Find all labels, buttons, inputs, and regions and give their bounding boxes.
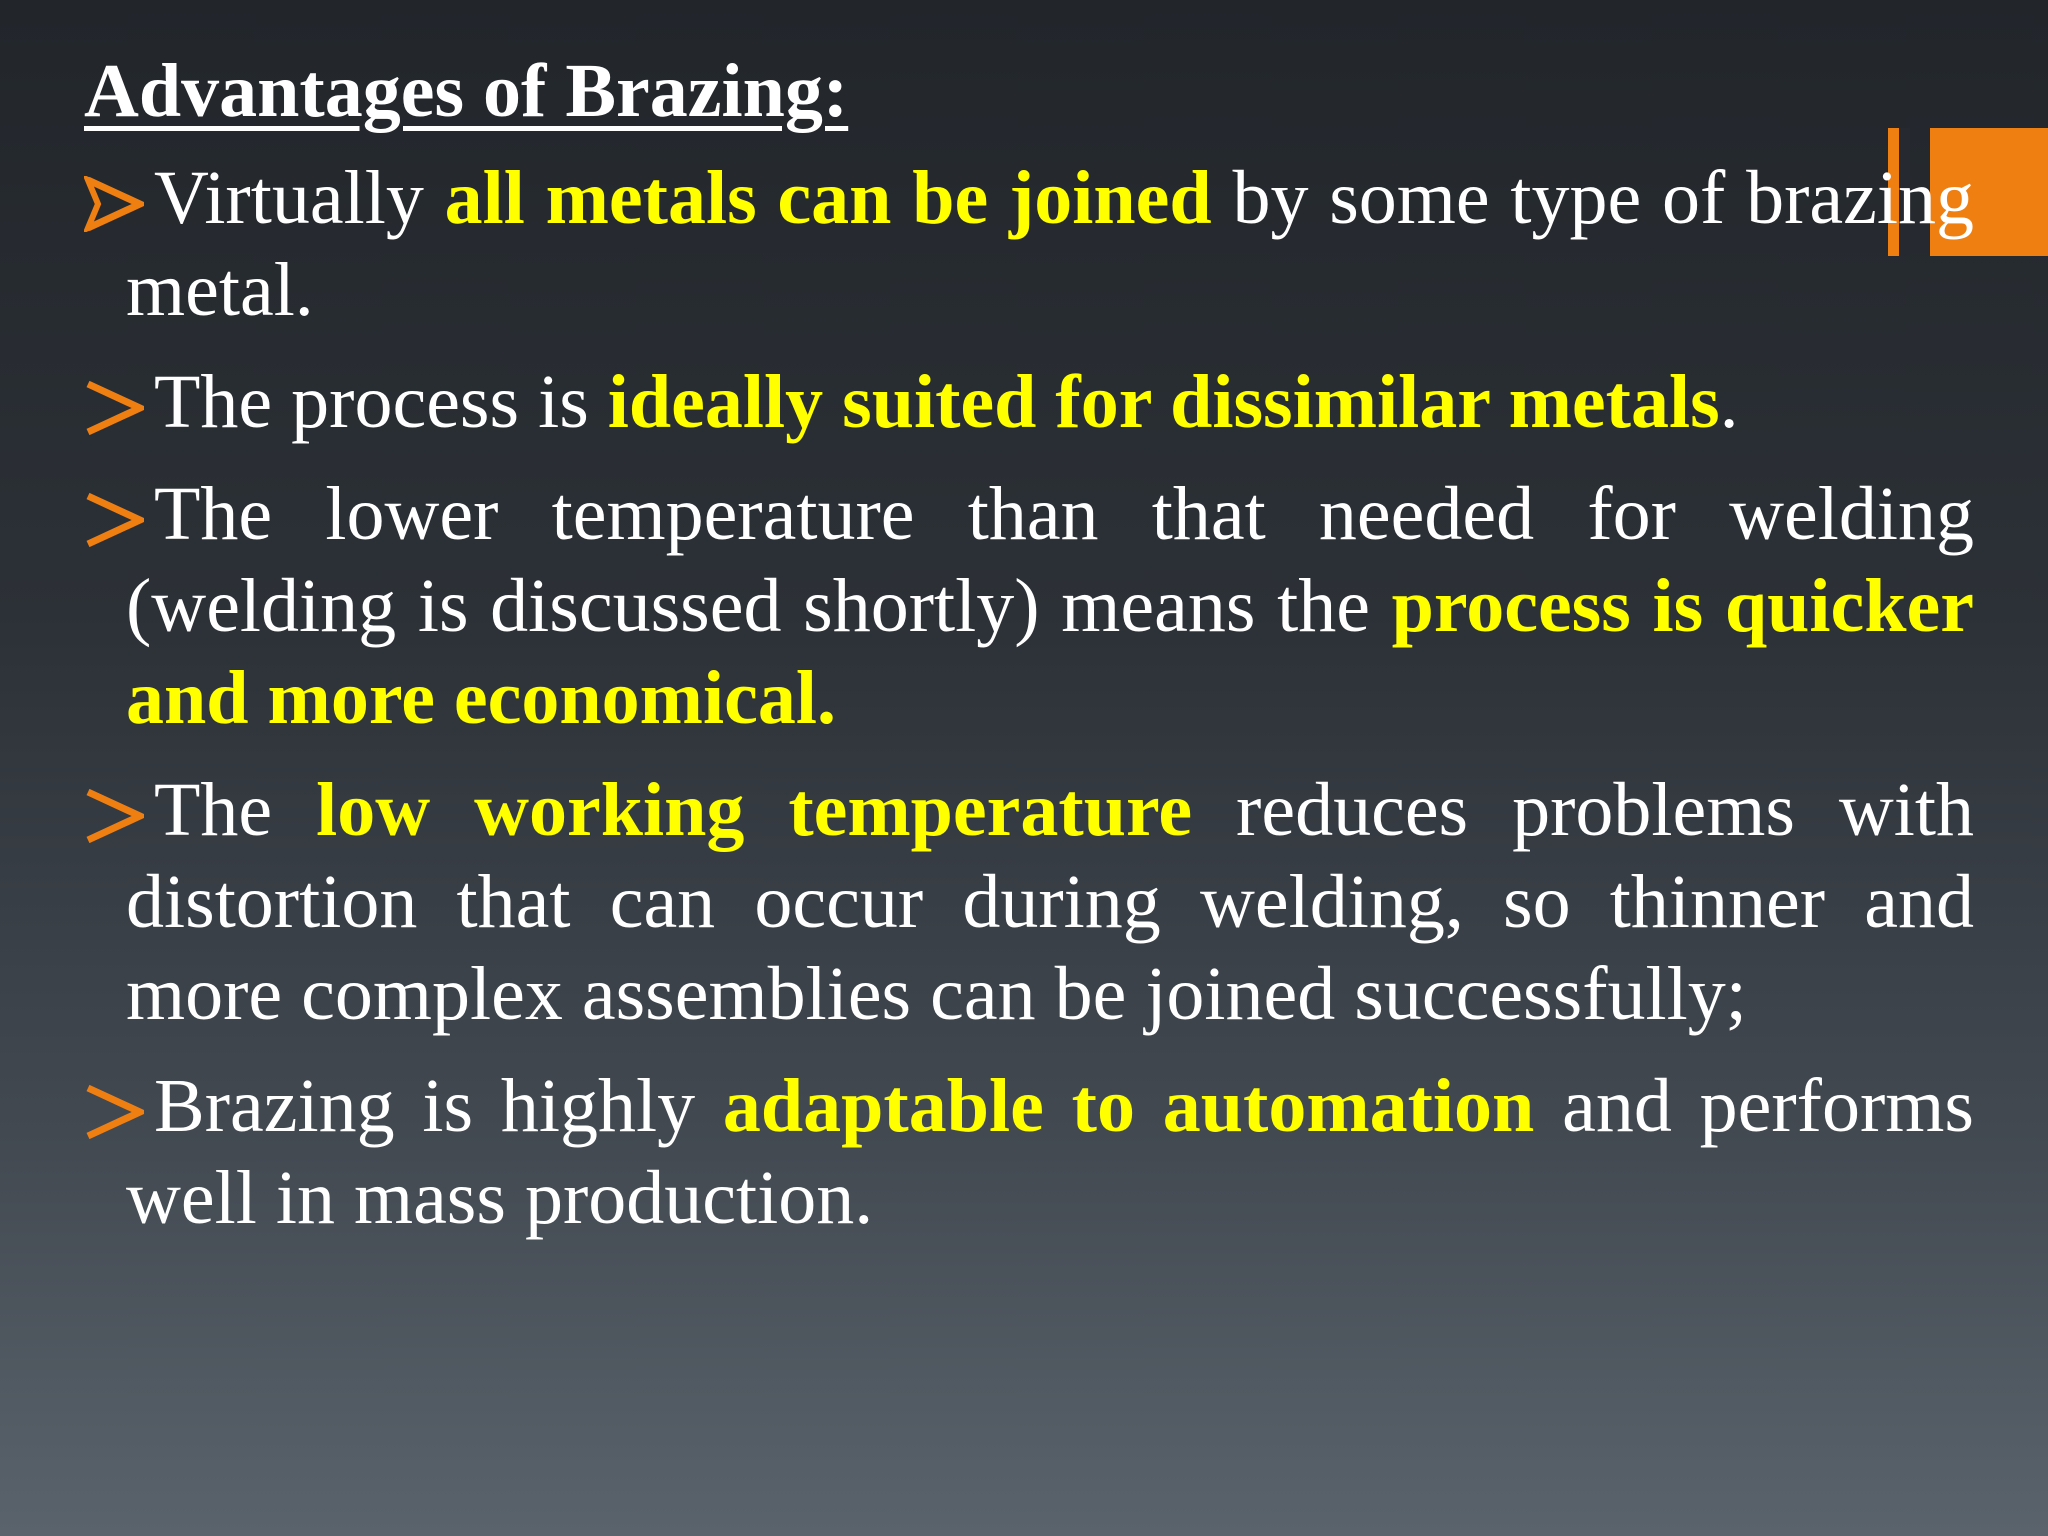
arrow-bullet-icon — [84, 176, 144, 232]
bullet-list — [84, 152, 1974, 1264]
bullet-2-text-end: . — [1719, 360, 1739, 444]
bullet-1-text: Virtually — [154, 156, 445, 240]
bullet-2-highlight: ideally suited for dissimilar metals — [607, 360, 1720, 444]
bullet-4-text: The — [154, 768, 317, 852]
bullet-2-text: The process is — [154, 360, 608, 444]
bullet-item-4 — [84, 764, 1974, 1040]
bullet-item-3 — [84, 468, 1974, 744]
bullet-3-text: The lower temperature than that needed for welding (welding is discussed shortly) means the — [126, 472, 1974, 648]
arrow-bullet-icon — [84, 1084, 144, 1140]
bullet-item-1 — [84, 152, 1974, 336]
bullet-item-5 — [84, 1060, 1974, 1244]
bullet-item-2 — [84, 356, 1974, 448]
bullet-4-text-end: reduces problems with distortion that can occur during welding, so thinner and more complex assemblies can be joined successfully; — [126, 768, 1975, 1036]
arrow-bullet-icon — [84, 380, 144, 436]
bullet-4-highlight: low working temperature — [316, 768, 1193, 852]
bullet-1-highlight: all metals can be joined — [444, 156, 1212, 240]
slide-title: Advantages of Brazing: — [84, 49, 849, 133]
bullet-5-text-end: and performs well in mass production. — [126, 1064, 1974, 1240]
bullet-1-text-end: by some type of brazing metal. — [126, 156, 1975, 332]
bullet-5-highlight: adaptable to automation — [722, 1064, 1535, 1148]
arrow-bullet-icon — [84, 788, 144, 844]
bullet-5-text: Brazing is highly — [154, 1064, 723, 1148]
arrow-bullet-icon — [84, 492, 144, 548]
bullet-3-highlight: process is quicker and more economical. — [126, 564, 1974, 740]
